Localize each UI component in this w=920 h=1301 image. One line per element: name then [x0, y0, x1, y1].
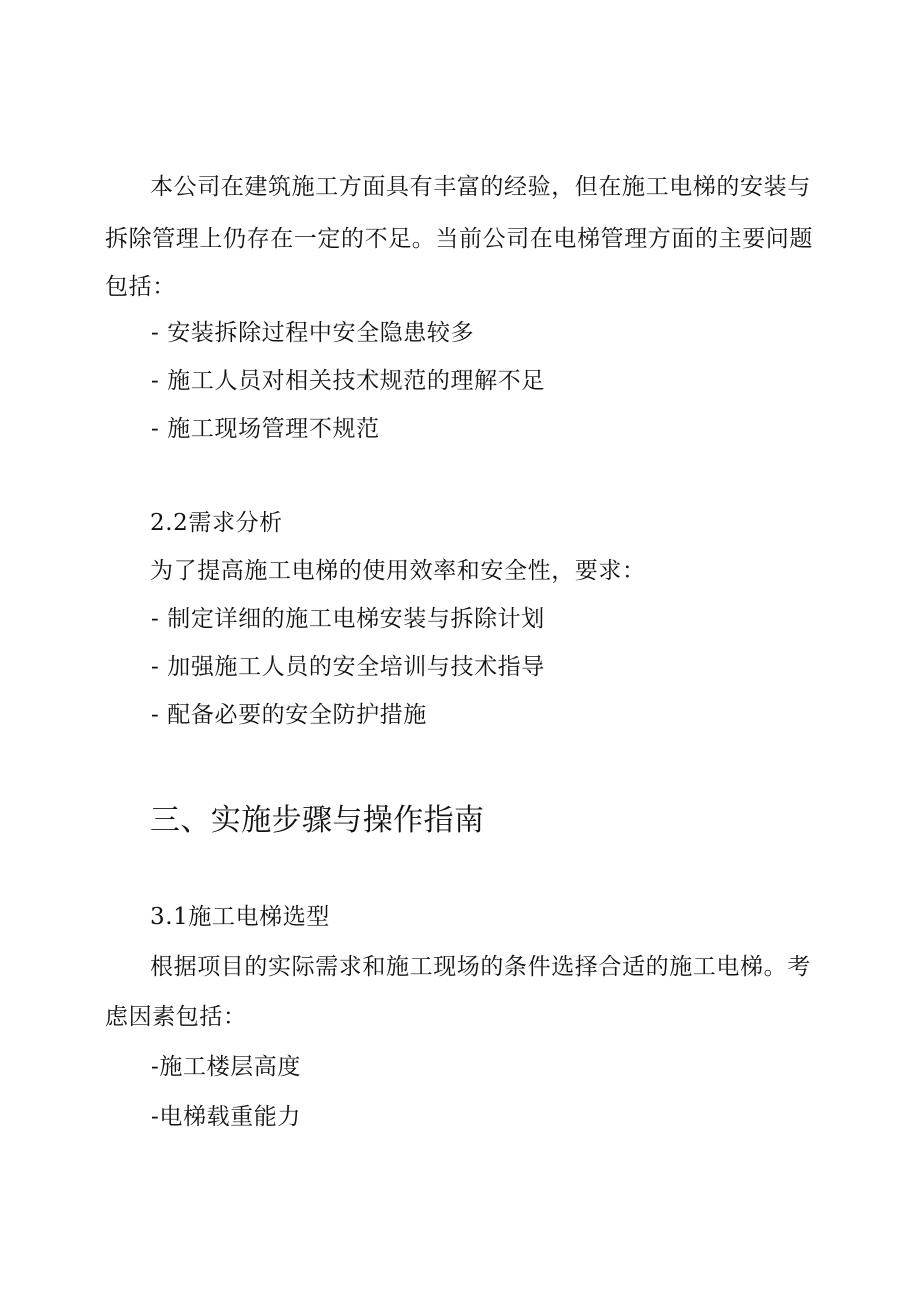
sub-heading-needs-analysis: 2.2需求分析	[150, 510, 283, 536]
sub-heading-elevator-selection: 3.1施工电梯选型	[150, 904, 330, 930]
paragraph-line: 拆除管理上仍存在一定的不足。当前公司在电梯管理方面的主要问题	[105, 226, 813, 252]
paragraph-line: 包括：	[105, 274, 176, 300]
paragraph-line: 虑因素包括：	[105, 1004, 247, 1030]
list-item: - 配备必要的安全防护措施	[151, 702, 427, 728]
list-item: - 安装拆除过程中安全隐患较多	[151, 320, 475, 346]
paragraph-line: 根据项目的实际需求和施工现场的条件选择合适的施工电梯。考	[150, 954, 811, 980]
list-item: - 施工人员对相关技术规范的理解不足	[151, 368, 545, 394]
list-item: -电梯载重能力	[151, 1104, 301, 1130]
paragraph-line: 本公司在建筑施工方面具有丰富的经验，但在施工电梯的安装与	[150, 174, 811, 200]
list-item: - 加强施工人员的安全培训与技术指导	[151, 654, 545, 680]
section-heading: 三、实施步骤与操作指南	[150, 803, 485, 838]
paragraph-line: 为了提高施工电梯的使用效率和安全性，要求：	[150, 558, 646, 584]
list-item: - 制定详细的施工电梯安装与拆除计划	[151, 606, 545, 632]
list-item: - 施工现场管理不规范	[151, 416, 380, 442]
list-item: -施工楼层高度	[151, 1054, 301, 1080]
